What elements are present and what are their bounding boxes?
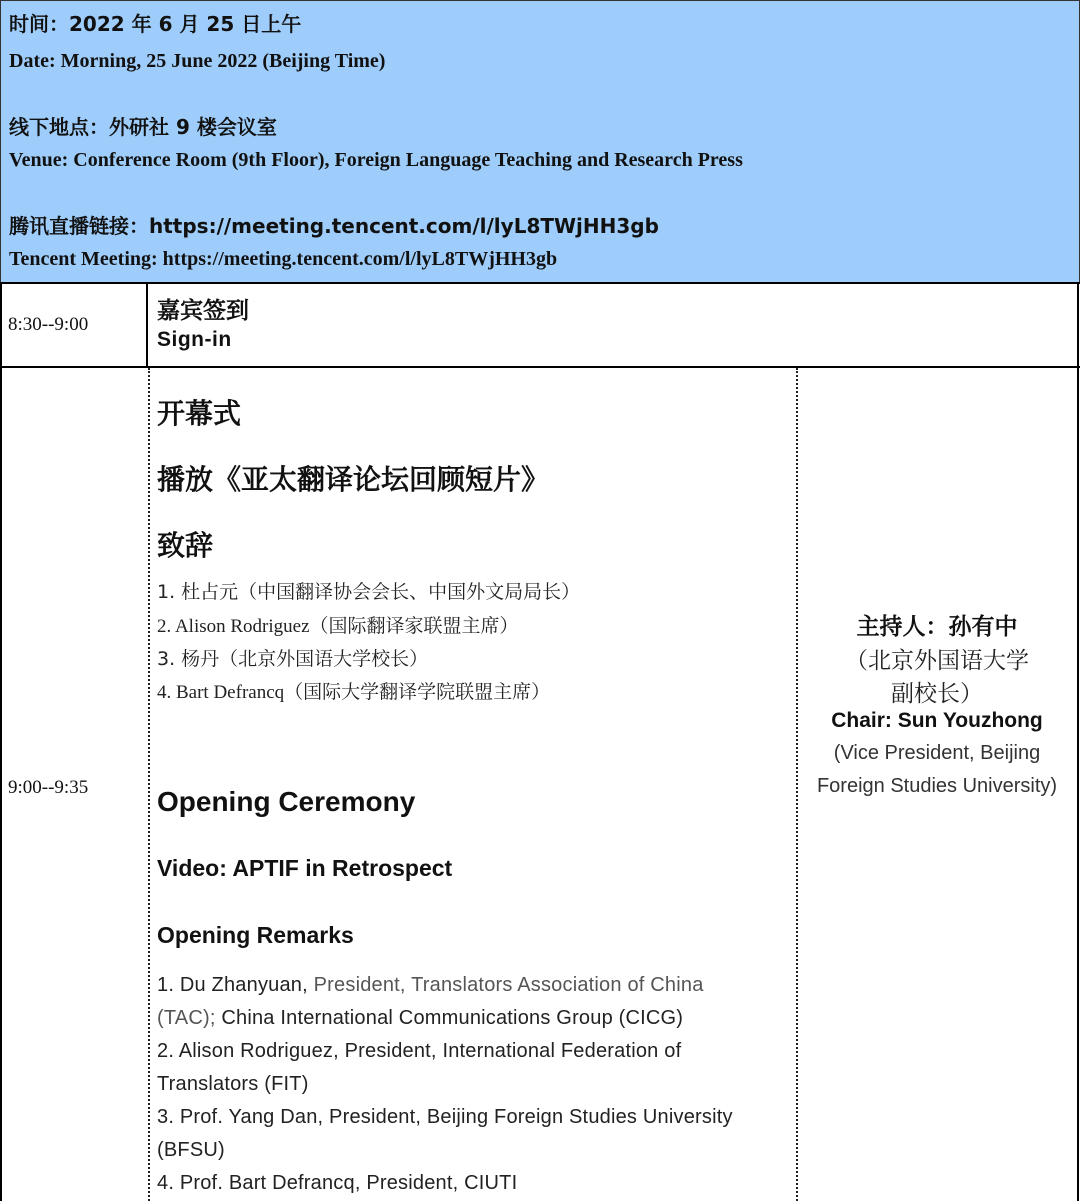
speaker-cn-1: 1. 杜占元（中国翻译协会会长、中国外文局局长） (157, 581, 581, 603)
speaker-en-4: 4. Prof. Bart Defrancq, President, CIUTI (157, 1172, 518, 1194)
opening-title-cn: 开幕式 (157, 397, 242, 430)
opening-time: 9:00--9:35 (8, 777, 89, 798)
speaker-cn-3: 3. 杨丹（北京外国语大学校长） (157, 648, 429, 670)
signin-time: 8:30--9:00 (8, 314, 89, 335)
venue-cn: 线下地点：外研社 9 楼会议室 (9, 115, 277, 139)
row-divider (0, 366, 1080, 368)
remarks-title-cn: 致辞 (157, 529, 214, 562)
chair-name-en: Chair: Sun Youzhong (831, 709, 1043, 732)
speaker-en-1-role: President, Translators Association of China (313, 974, 704, 996)
speaker-en-2-cont: Translators (FIT) (157, 1073, 309, 1095)
signin-title-en: Sign-in (157, 328, 232, 351)
chair-affil-en-2: Foreign Studies University) (816, 775, 1058, 797)
video-title-en: Video: APTIF in Retrospect (157, 855, 453, 881)
speaker-en-1-org: China International Communications Group (CICG) (221, 1007, 684, 1029)
speaker-en-1-name: 1. Du Zhanyuan, (157, 974, 314, 996)
speaker-en-1-cont (157, 1007, 683, 1030)
time-cn: 时间：2022 年 6 月 25 日上午 (9, 12, 302, 36)
chair-affil-cn-1: （北京外国语大学 (845, 648, 1029, 674)
chair-affil-en-1: (Vice President, Beijing (833, 742, 1041, 764)
chair-affil-cn-2: 副校长） (891, 681, 983, 707)
venue-en: Venue: Conference Room (9th Floor), Foreign Language Teaching and Research Press (9, 149, 743, 171)
opening-title-en: Opening Ceremony (157, 786, 416, 817)
speaker-cn-4: 4. Bart Defrancq（国际大学翻译学院联盟主席） (157, 682, 551, 703)
table-left-border (0, 282, 2, 1201)
remarks-title-en: Opening Remarks (157, 922, 354, 948)
agenda-header (0, 0, 1080, 284)
speaker-cn-2: 2. Alison Rodriguez（国际翻译家联盟主席） (157, 616, 519, 637)
link-en[interactable]: Tencent Meeting: https://meeting.tencent.com/l/lyL8TWjHH3gb (9, 248, 558, 270)
speaker-en-1-abbr: (TAC); (157, 1007, 222, 1029)
video-title-cn: 播放《亚太翻译论坛回顾短片》 (157, 463, 550, 496)
row-divider (0, 282, 1080, 284)
speaker-en-3: 3. Prof. Yang Dan, President, Beijing Foreign Studies University (157, 1106, 733, 1128)
speaker-en-3-cont: (BFSU) (157, 1139, 225, 1161)
date-en: Date: Morning, 25 June 2022 (Beijing Time) (9, 50, 386, 72)
table-right-border (1077, 282, 1079, 1201)
chair-name-cn: 主持人：孙有中 (856, 614, 1018, 640)
column-divider (146, 282, 148, 366)
speaker-en-2: 2. Alison Rodriguez, President, International Federation of (157, 1040, 682, 1062)
link-cn[interactable]: 腾讯直播链接：https://meeting.tencent.com/l/lyL8TWjHH3gb (9, 214, 659, 238)
column-divider-dotted (148, 368, 150, 1201)
signin-title-cn: 嘉宾签到 (157, 298, 249, 324)
speaker-en-1 (157, 974, 704, 997)
